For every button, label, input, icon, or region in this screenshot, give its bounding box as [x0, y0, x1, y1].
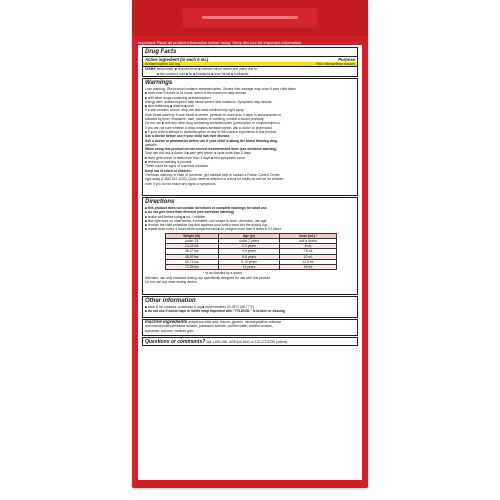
purpose: Pain reliever/fever reducer	[316, 62, 355, 66]
warning-line-14: warfarin	[145, 142, 157, 147]
other-information-lines	[143, 305, 357, 314]
dosing-table-cell: 12.5 mL	[280, 259, 337, 264]
warning-line-23: even if you do not notice any signs or symptoms.	[145, 181, 217, 186]
purpose-header: Purpose	[338, 57, 355, 62]
dosing-table-row	[166, 238, 337, 243]
drug-facts-panel	[138, 45, 362, 480]
directions-section	[142, 197, 358, 295]
dosing-table-cell: 36-47 lbs	[166, 249, 219, 254]
dosing-table-cell: under 2 years	[218, 238, 280, 243]
dosing-table-cell: 15 mL	[280, 265, 337, 270]
uses-header: Uses	[145, 67, 156, 72]
warnings-header: Warnings	[145, 80, 173, 86]
warning-line-13: Ask a doctor or pharmacist before use if your child is taking the blood thinning drug	[145, 138, 278, 143]
direction-line-3: ■ shake well before using ■ mL = milliliter	[145, 214, 206, 219]
dosing-table-cell: 72-95 lbs	[166, 265, 219, 270]
uses-line-2: ■ the common cold ■ flu ■ headache ■ sore throat ■ toothache	[157, 71, 249, 76]
dosing-table-cell: 6-8 years	[218, 254, 280, 259]
warning-line-6: If a skin reaction occurs, stop use and seek medical help right away.	[145, 108, 245, 113]
dosing-table-cell: 60-71 lbs	[166, 259, 219, 264]
dosing-footnote: * or as directed by a doctor	[203, 271, 243, 276]
questions-text: call 1-800-458-1635 (toll-free) or 215-273-8755 (collect)	[206, 340, 288, 344]
directions-lines	[143, 206, 357, 232]
attention-line-2: Do not use any other dosing device.	[145, 279, 198, 284]
direction-line-2: ■ do not give more than directed (see overdose warning)	[145, 210, 234, 215]
warning-line-18: ■ redness or swelling is present	[145, 160, 192, 165]
directions-attention	[143, 276, 357, 285]
questions-line	[143, 338, 357, 346]
inactive-text-1: anhydrous citric acid, flavors, glycerin, microcrystalline cellulose	[188, 320, 282, 324]
dosing-table-cell: 11 years	[218, 265, 280, 270]
box-top-flap	[132, 0, 368, 36]
direction-line-6: ■ repeat dose every 4 hours while symptoms last ■ do not give more than 5 times in 24 hours	[145, 227, 282, 232]
warning-line-22: right away (1-800-222-1222). Quick medical attention is critical for adults as well as for children	[145, 177, 284, 182]
other-information-header: Other information	[145, 298, 196, 304]
direction-line-5: ■ remove the child protective cap and squeeze your child's dose into the dosing cup	[145, 223, 268, 228]
dosing-table-cell: 10 mL	[280, 254, 337, 259]
warning-line-17: ■ fever gets worse or lasts more than 3 days ■ new symptoms occur	[145, 155, 245, 160]
warning-line-1: Liver warning: This product contains acetaminophen. Severe liver damage may occur if your child takes	[145, 87, 296, 91]
dosing-table-row	[166, 249, 337, 254]
warning-line-9: Do not use ■ with any other drug containing acetaminophen (prescription or nonprescription).	[145, 121, 281, 126]
warning-line-5: ■ skin reddening ■ blisters ■ rash	[145, 104, 194, 109]
warnings-section	[142, 78, 358, 196]
dosing-table-cell: 24-35 lbs	[166, 244, 219, 249]
other-information-section	[142, 296, 358, 318]
dosing-table-header: Dose (mL) *	[280, 233, 337, 238]
warning-line-2: ■ more than 5 doses in 24 hours, which is the maximum daily amount	[145, 91, 247, 96]
questions-section	[142, 337, 358, 346]
dosing-table-header: Weight (lb)	[166, 233, 219, 238]
box-top-tab	[182, 8, 318, 30]
questions-header: Questions or comments?	[145, 339, 206, 345]
dosing-table-cell: 5 mL	[280, 244, 337, 249]
warning-line-8: followed by fever, headache, rash, nausea, or vomiting, consult a doctor promptly.	[145, 117, 265, 122]
dosing-table-row	[166, 244, 337, 249]
inactive-line-2: and carboxymethylcellulose sodium, potassium sorbate, purified water, sorbitol solution,	[145, 324, 273, 329]
warning-line-10: If you are not sure whether a drug contains acetaminophen, ask a doctor or pharmacist.	[145, 125, 273, 130]
warning-line-12: Ask a doctor before use if your child has liver disease.	[145, 134, 231, 139]
warning-line-20: Keep out of reach of children.	[145, 168, 192, 173]
warning-line-7: Sore throat warning: If sore throat is severe, persists for more than 2 days, is accompanied or	[145, 112, 282, 117]
warning-line-15: When using this product do not exceed recommended dose (see overdose warning)	[145, 147, 277, 152]
active-ingredient: Acetaminophen 160 mg	[145, 62, 180, 66]
direction-line-1: ■ this product does not contain directions or complete warnings for adult use.	[145, 206, 268, 210]
other-line-2: ■ do not use if carton tape or bottle wrap imprinted with "TYLENOL" is broken or missing	[145, 309, 285, 314]
warning-line-16: Stop use and ask a doctor if ■ pain gets worse or lasts more than 5 days	[145, 151, 251, 156]
dosing-table-cell: 7.5 mL	[280, 249, 337, 254]
drug-facts-title: Drug Facts	[145, 49, 177, 55]
drug-facts-section	[142, 47, 358, 77]
inactive-line-3: sucralose, sucrose, xanthan gum	[145, 328, 194, 333]
directions-header: Directions	[145, 199, 175, 205]
dosing-table-cell: 2-3 years	[218, 244, 280, 249]
dosing-table-cell: 4-5 years	[218, 249, 280, 254]
active-ingredient-header: Active ingredient (in each 5 mL)	[145, 57, 209, 62]
uses-text-1: temporarily: ■ reduces fever ■ relieves minor aches and pains due to:	[156, 67, 258, 72]
dosing-table-row	[166, 259, 337, 264]
dosing-table-cell: ask a doctor	[280, 238, 337, 243]
inactive-ingredients-section	[142, 319, 358, 336]
dosing-table	[165, 233, 337, 270]
attention-line-1: Attention: use only enclosed dosing cup specifically designed for use with this product.	[145, 275, 271, 280]
product-box	[132, 0, 368, 488]
dosing-table-row	[166, 254, 337, 259]
warning-line-11: ■ if your child is allergic to acetaminophen or any of the inactive ingredients in this product	[145, 129, 277, 134]
inactive-header: Inactive ingredients	[145, 320, 188, 324]
warning-line-19: These could be signs of a serious condition.	[145, 164, 210, 169]
dosing-table-header: Age (yr)	[218, 233, 280, 238]
other-line-1: ■ each 5 mL contains: potassium 5 mg ■ store between 20-25°C (68-77°F)	[145, 305, 254, 309]
warning-line-3: ■ with other drugs containing acetaminophen	[145, 95, 211, 100]
important-notice: Important: Read all product information before using. Keep this box for important information.	[138, 40, 303, 45]
dosing-table-row	[166, 265, 337, 270]
warning-line-21: Overdose warning: In case of overdose, get medical help or contact a Poison Control Center	[145, 172, 280, 177]
dosing-table-cell: 9-10 years	[218, 259, 280, 264]
dosing-table-cell: 48-59 lbs	[166, 254, 219, 259]
warnings-lines	[143, 87, 357, 186]
warning-line-4: Allergy alert: acetaminophen may cause severe skin reactions. Symptoms may include:	[145, 99, 273, 104]
dosing-table-cell: under 24	[166, 238, 219, 243]
direction-line-4: ■ find right dose on chart below. If possible, use weight to dose; otherwise, use age.	[145, 218, 268, 223]
